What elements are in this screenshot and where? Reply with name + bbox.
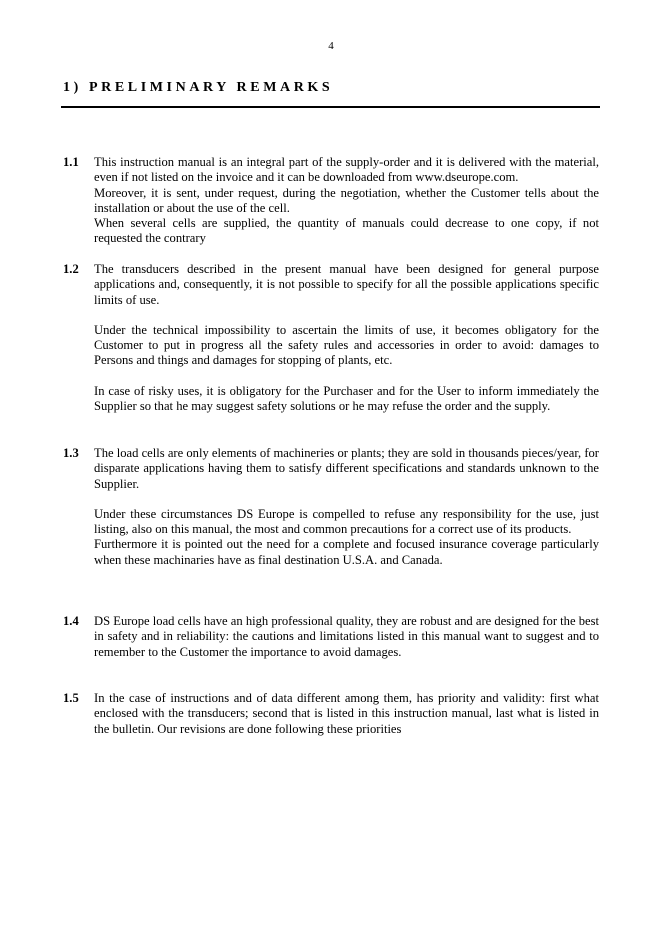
remark-1-2 (63, 262, 599, 414)
remark-body (94, 262, 599, 414)
remark-paragraph: This instruction manual is an integral part of the supply-order and it is delivered with the material, even if not listed on the invoice and it can be downloaded from www.dseurope.com. (94, 155, 599, 185)
section-title: 1) PRELIMINARY REMARKS (63, 80, 334, 95)
remark-paragraph: Furthermore it is pointed out the need for a complete and focused insurance coverage particularly when these machinaries have as final destination U.S.A. and Canada. (94, 537, 599, 567)
remark-paragraph: Under the technical impossibility to ascertain the limits of use, it becomes obligatory for the Customer to put in progress all the safety rules and accessories in order to avoid: damages to Persons and things and damages for stopping of plants, etc. (94, 322, 599, 368)
remark-1-3 (63, 446, 599, 568)
remark-paragraph: The transducers described in the present manual have been designed for general purpose applications and, consequently, it is not possible to specify for all the possible applications specific limits of use. (94, 262, 599, 307)
remark-number: 1.3 (63, 446, 79, 460)
remark-paragraph: Under these circumstances DS Europe is compelled to refuse any responsibility for the use, just listing, also on this manual, the most and common precautions for a correct use of its products. (94, 506, 599, 537)
remark-1-1 (63, 155, 599, 247)
remark-paragraph: Moreover, it is sent, under request, during the negotiation, whether the Customer tells about the installation or about the use of the cell. (94, 185, 599, 215)
remark-1-5 (63, 691, 599, 737)
remark-body (94, 691, 599, 737)
remark-body (94, 155, 599, 247)
remark-paragraph: In the case of instructions and of data different among them, has priority and validity: first what enclosed with the transducers; second that is listed in this instruction manual, last what is listed in the bulletin. Our revisions are done following these priorities (94, 691, 599, 736)
remark-number: 1.5 (63, 691, 79, 705)
remark-paragraph: In case of risky uses, it is obligatory for the Purchaser and for the User to inform immediately the Supplier so that he may suggest safety solutions or he may refuse the order and the supply. (94, 383, 599, 414)
remark-paragraph: The load cells are only elements of machineries or plants; they are sold in thousands pieces/year, for disparate applications having them to satisfy different specifications and standards unknown to the Supplier. (94, 446, 599, 491)
remark-body (94, 446, 599, 568)
remark-number: 1.1 (63, 155, 79, 169)
remark-paragraph: When several cells are supplied, the quantity of manuals could decrease to one copy, if not requested the contrary (94, 216, 599, 246)
title-rule (61, 106, 600, 108)
remark-paragraph: DS Europe load cells have an high professional quality, they are robust and are designed for the best in safety and in reliability: the cautions and limitations listed in this manual want to suggest and to remember to the Customer the importance to avoid damages. (94, 614, 599, 659)
remark-1-4 (63, 614, 599, 660)
remark-number: 1.2 (63, 262, 79, 276)
remark-body (94, 614, 599, 660)
page-number: 4 (328, 40, 334, 52)
remark-number: 1.4 (63, 614, 79, 628)
